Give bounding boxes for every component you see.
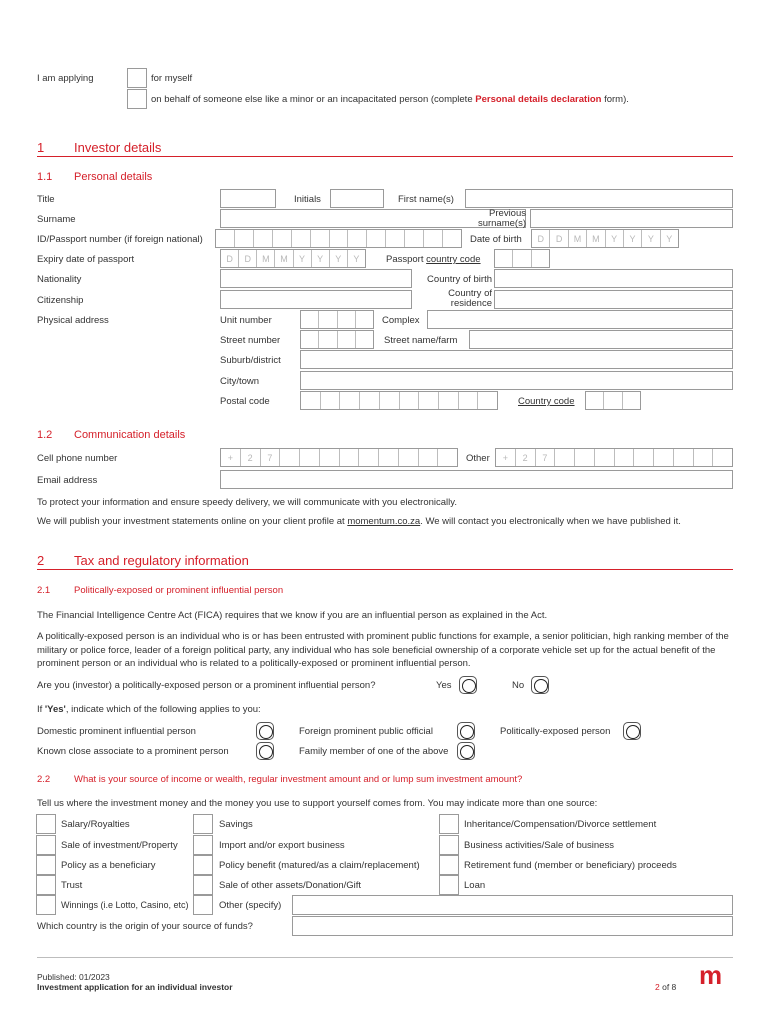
associate-label: Known close associate to a prominent person [37,746,229,757]
section-1-title: Investor details [74,140,162,155]
digit-cell[interactable] [319,331,337,348]
subsection-2-2-number: 2.2 [37,774,51,785]
digit-cell[interactable] [513,250,531,267]
subsection-2-2-title: What is your source of income or wealth, regular investment amount and or lump sum investment amount? [74,774,523,785]
foreign-label: Foreign prominent public official [299,726,433,737]
fica-text: The Financial Intelligence Centre Act (FICA) requires that we know if you are an influential person as explained in the Act. [37,610,548,621]
digit-cell[interactable] [400,392,420,409]
digit-cell[interactable]: Y [624,230,642,247]
digit-cell[interactable] [360,392,380,409]
digit-cell[interactable] [586,392,604,409]
unit-number-field[interactable] [300,310,374,329]
suburb-label: Suburb/district [220,355,281,366]
on-behalf-label: on behalf of someone else like a minor or an incapacitated person (complete Personal details declaration form). [151,94,629,105]
digit-cell[interactable] [321,392,341,409]
street-name-field[interactable] [469,330,733,349]
digit-cell[interactable] [301,392,321,409]
inheritance-label: Inheritance/Compensation/Divorce settlement [464,819,657,830]
digit-cell[interactable]: Y [330,250,348,267]
yes-radio[interactable] [459,676,477,694]
protect-text: To protect your information and ensure speedy delivery, we will communicate with you electronically. [37,497,457,508]
digit-cell[interactable] [273,230,292,247]
salary-label: Salary/Royalties [61,819,130,830]
complex-field[interactable] [427,310,733,329]
policy-beneficiary-label: Policy as a beneficiary [61,860,156,871]
country-of-residence-label: Country of residence [448,288,492,309]
digit-cell[interactable] [439,392,459,409]
digit-cell[interactable] [419,392,439,409]
surname-label: Surname [37,214,76,225]
digit-cell[interactable]: D [221,250,239,267]
subsection-1-2-title: Communication details [74,429,186,441]
yes-label: Yes [436,680,452,691]
cell-phone-field[interactable] [220,448,458,467]
digit-cell[interactable]: D [550,230,568,247]
loan-label: Loan [464,880,486,891]
trust-label: Trust [61,880,83,891]
country-code-field[interactable] [585,391,641,410]
digit-cell[interactable]: M [275,250,293,267]
sale-other-label: Sale of other assets/Donation/Gift [219,880,362,891]
nationality-field[interactable] [220,269,412,288]
cell-phone-label: Cell phone number [37,453,118,464]
previous-surname-label: Previous surname(s) [477,208,526,229]
policy-beneficiary-checkbox[interactable] [36,855,56,875]
digit-cell[interactable]: M [587,230,605,247]
subsection-2-1-title: Politically-exposed or prominent influential person [74,585,284,596]
winnings-checkbox[interactable] [36,895,56,915]
pep-label: Politically-exposed person [500,726,611,737]
digit-cell[interactable] [235,230,254,247]
published-date: Published: 01/2023 [37,972,110,982]
pep-definition: A politically-exposed person is an individual who is or has been entrusted with prominent public functions for example, a senior politician, high ranking member of the military or police force, leader of a foreign political party, any individual who has sole beneficial ownership of a corporate vehicle set up for the actual benefit of the prominent person or an individual who is related to a politically-exposed or prominent influential person. [37,631,729,669]
momentum-link[interactable]: momentum.co.za [347,516,421,527]
digit-cell[interactable] [340,392,360,409]
associate-radio[interactable] [256,742,274,760]
first-names-field[interactable] [465,189,733,208]
digit-cell[interactable] [301,311,319,328]
country-of-birth-label: Country of birth [427,274,492,285]
digit-cell[interactable] [674,449,694,466]
passport-country-code-label: Passport country code [386,254,481,265]
digit-cell[interactable] [604,392,622,409]
page-number: 2 of 8 [655,982,677,992]
subsection-1-1-title: Personal details [74,171,153,183]
email-field[interactable] [220,470,733,489]
digit-cell[interactable] [216,230,235,247]
applying-label: I am applying [37,73,94,84]
retirement-checkbox[interactable] [439,855,459,875]
digit-cell[interactable] [300,449,320,466]
first-names-label: First name(s) [398,194,454,205]
domestic-label: Domestic prominent influential person [37,726,196,737]
tell-us-text: Tell us where the investment money and the money you use to support yourself comes from. You may indicate more than one source: [37,798,598,809]
citizenship-label: Citizenship [37,295,84,306]
country-of-residence-field[interactable] [494,290,733,309]
digit-cell[interactable] [379,449,399,466]
declaration-link[interactable]: Personal details declaration [475,94,602,105]
family-label: Family member of one of the above [299,746,449,757]
other-source-field[interactable] [292,895,733,915]
street-name-label: Street name/farm [384,335,458,346]
title-field[interactable] [220,189,276,208]
publish-text: We will publish your investment statements online on your client profile at momentum.co.za. We will contact you electronically when we have published it. [37,516,681,527]
nationality-label: Nationality [37,274,82,285]
digit-cell[interactable]: 7 [261,449,281,466]
digit-cell[interactable] [280,449,300,466]
momentum-logo: m [699,960,722,990]
retirement-label: Retirement fund (member or beneficiary) proceeds [464,860,677,871]
citizenship-field[interactable] [220,290,412,309]
digit-cell[interactable] [356,331,373,348]
unit-number-label: Unit number [220,315,272,326]
digit-cell[interactable] [438,449,457,466]
complex-label: Complex [382,315,420,326]
previous-surname-field[interactable] [530,209,733,228]
digit-cell[interactable] [654,449,674,466]
footer-rule [37,957,733,958]
on-behalf-checkbox[interactable] [127,89,147,109]
pep-question: Are you (investor) a politically-exposed person or a prominent influential person? [37,680,376,691]
digit-cell[interactable] [340,449,360,466]
business-label: Business activities/Sale of business [464,840,614,851]
digit-cell[interactable] [338,331,356,348]
if-yes-text: If 'Yes', indicate which of the following applies to you: [37,704,261,715]
digit-cell[interactable]: D [532,230,550,247]
no-label: No [512,680,525,691]
policy-benefit-checkbox[interactable] [193,855,213,875]
subsection-2-1-number: 2.1 [37,585,51,596]
foreign-radio[interactable] [457,722,475,740]
section-2-number: 2 [37,553,45,568]
digit-cell[interactable]: Y [294,250,312,267]
savings-label: Savings [219,819,253,830]
section-2-rule [37,569,733,570]
digit-cell[interactable] [424,230,443,247]
digit-cell[interactable]: M [569,230,587,247]
digit-cell[interactable] [634,449,654,466]
digit-cell[interactable]: Y [312,250,330,267]
sale-property-checkbox[interactable] [36,835,56,855]
form-name: Investment application for an individual investor [37,982,233,992]
email-label: Email address [37,475,98,486]
postal-code-field[interactable] [300,391,498,410]
subsection-1-1-number: 1.1 [37,171,53,183]
loan-checkbox[interactable] [439,875,459,895]
other-phone-field[interactable] [495,448,733,467]
digit-cell[interactable] [367,230,386,247]
digit-cell[interactable] [478,392,497,409]
digit-cell[interactable]: Y [642,230,660,247]
digit-cell[interactable] [301,331,319,348]
for-myself-label: for myself [151,73,193,84]
other-phone-label: Other [466,453,490,464]
sale-other-checkbox[interactable] [193,875,213,895]
family-radio[interactable] [457,742,475,760]
other-source-label: Other (specify) [219,900,282,911]
pep-radio[interactable] [623,722,641,740]
digit-cell[interactable] [532,250,549,267]
digit-cell[interactable]: Y [606,230,624,247]
digit-cell[interactable] [319,311,337,328]
digit-cell[interactable]: + [221,449,241,466]
digit-cell[interactable] [615,449,635,466]
digit-cell[interactable] [254,230,273,247]
other-source-checkbox[interactable] [193,895,213,915]
physical-address-label: Physical address [37,315,109,326]
expiry-field[interactable] [220,249,366,268]
digit-cell[interactable] [495,250,513,267]
subsection-1-2-number: 1.2 [37,429,53,441]
postal-code-label: Postal code [220,396,270,407]
policy-benefit-label: Policy benefit (matured/as a claim/replacement) [219,860,420,871]
country-of-birth-field[interactable] [494,269,733,288]
savings-checkbox[interactable] [193,814,213,834]
digit-cell[interactable] [405,230,424,247]
digit-cell[interactable] [380,392,400,409]
digit-cell[interactable] [399,449,419,466]
passport-country-code-field[interactable] [494,249,550,268]
title-label: Title [37,194,55,205]
digit-cell[interactable]: + [496,449,516,466]
section-1-rule [37,156,733,157]
dob-field[interactable] [531,229,679,248]
digit-cell[interactable] [292,230,311,247]
digit-cell[interactable] [348,230,367,247]
digit-cell[interactable] [359,449,379,466]
initials-label: Initials [294,194,321,205]
digit-cell[interactable] [575,449,595,466]
digit-cell[interactable] [311,230,330,247]
city-label: City/town [220,376,260,387]
digit-cell[interactable]: M [257,250,275,267]
id-passport-label: ID/Passport number (if foreign national) [37,234,203,245]
expiry-label: Expiry date of passport [37,254,135,265]
inheritance-checkbox[interactable] [439,814,459,834]
business-checkbox[interactable] [439,835,459,855]
dob-label: Date of birth [470,234,522,245]
winnings-label: Winnings (i.e Lotto, Casino, etc) [61,900,189,910]
origin-label: Which country is the origin of your source of funds? [37,921,253,932]
digit-cell[interactable]: Y [666,233,673,244]
no-radio[interactable] [531,676,549,694]
salary-checkbox[interactable] [36,814,56,834]
section-2-title: Tax and regulatory information [74,553,249,568]
domestic-radio[interactable] [256,722,274,740]
initials-field[interactable] [330,189,384,208]
digit-cell[interactable]: 7 [536,449,556,466]
origin-field[interactable] [292,916,733,936]
digit-cell[interactable]: 2 [241,449,261,466]
digit-cell[interactable] [320,449,340,466]
import-checkbox[interactable] [193,835,213,855]
digit-cell[interactable]: 2 [516,449,536,466]
suburb-field[interactable] [300,350,733,369]
digit-cell[interactable] [459,392,479,409]
section-1-number: 1 [37,140,45,155]
id-passport-field[interactable] [215,229,462,248]
digit-cell[interactable] [443,230,461,247]
digit-cell[interactable] [555,449,575,466]
digit-cell[interactable] [338,311,356,328]
digit-cell[interactable] [694,449,714,466]
digit-cell[interactable] [356,311,373,328]
import-label: Import and/or export business [219,840,345,851]
digit-cell[interactable] [419,449,439,466]
digit-cell[interactable] [713,449,732,466]
country-code-label: Country code [518,396,575,407]
city-field[interactable] [300,371,733,390]
digit-cell[interactable] [330,230,349,247]
digit-cell[interactable] [595,449,615,466]
street-number-label: Street number [220,335,281,346]
digit-cell[interactable]: Y [353,253,360,264]
digit-cell[interactable] [623,392,640,409]
digit-cell[interactable]: D [239,250,257,267]
street-number-field[interactable] [300,330,374,349]
digit-cell[interactable] [386,230,405,247]
sale-property-label: Sale of investment/Property [61,840,178,851]
for-myself-checkbox[interactable] [127,68,147,88]
trust-checkbox[interactable] [36,875,56,895]
